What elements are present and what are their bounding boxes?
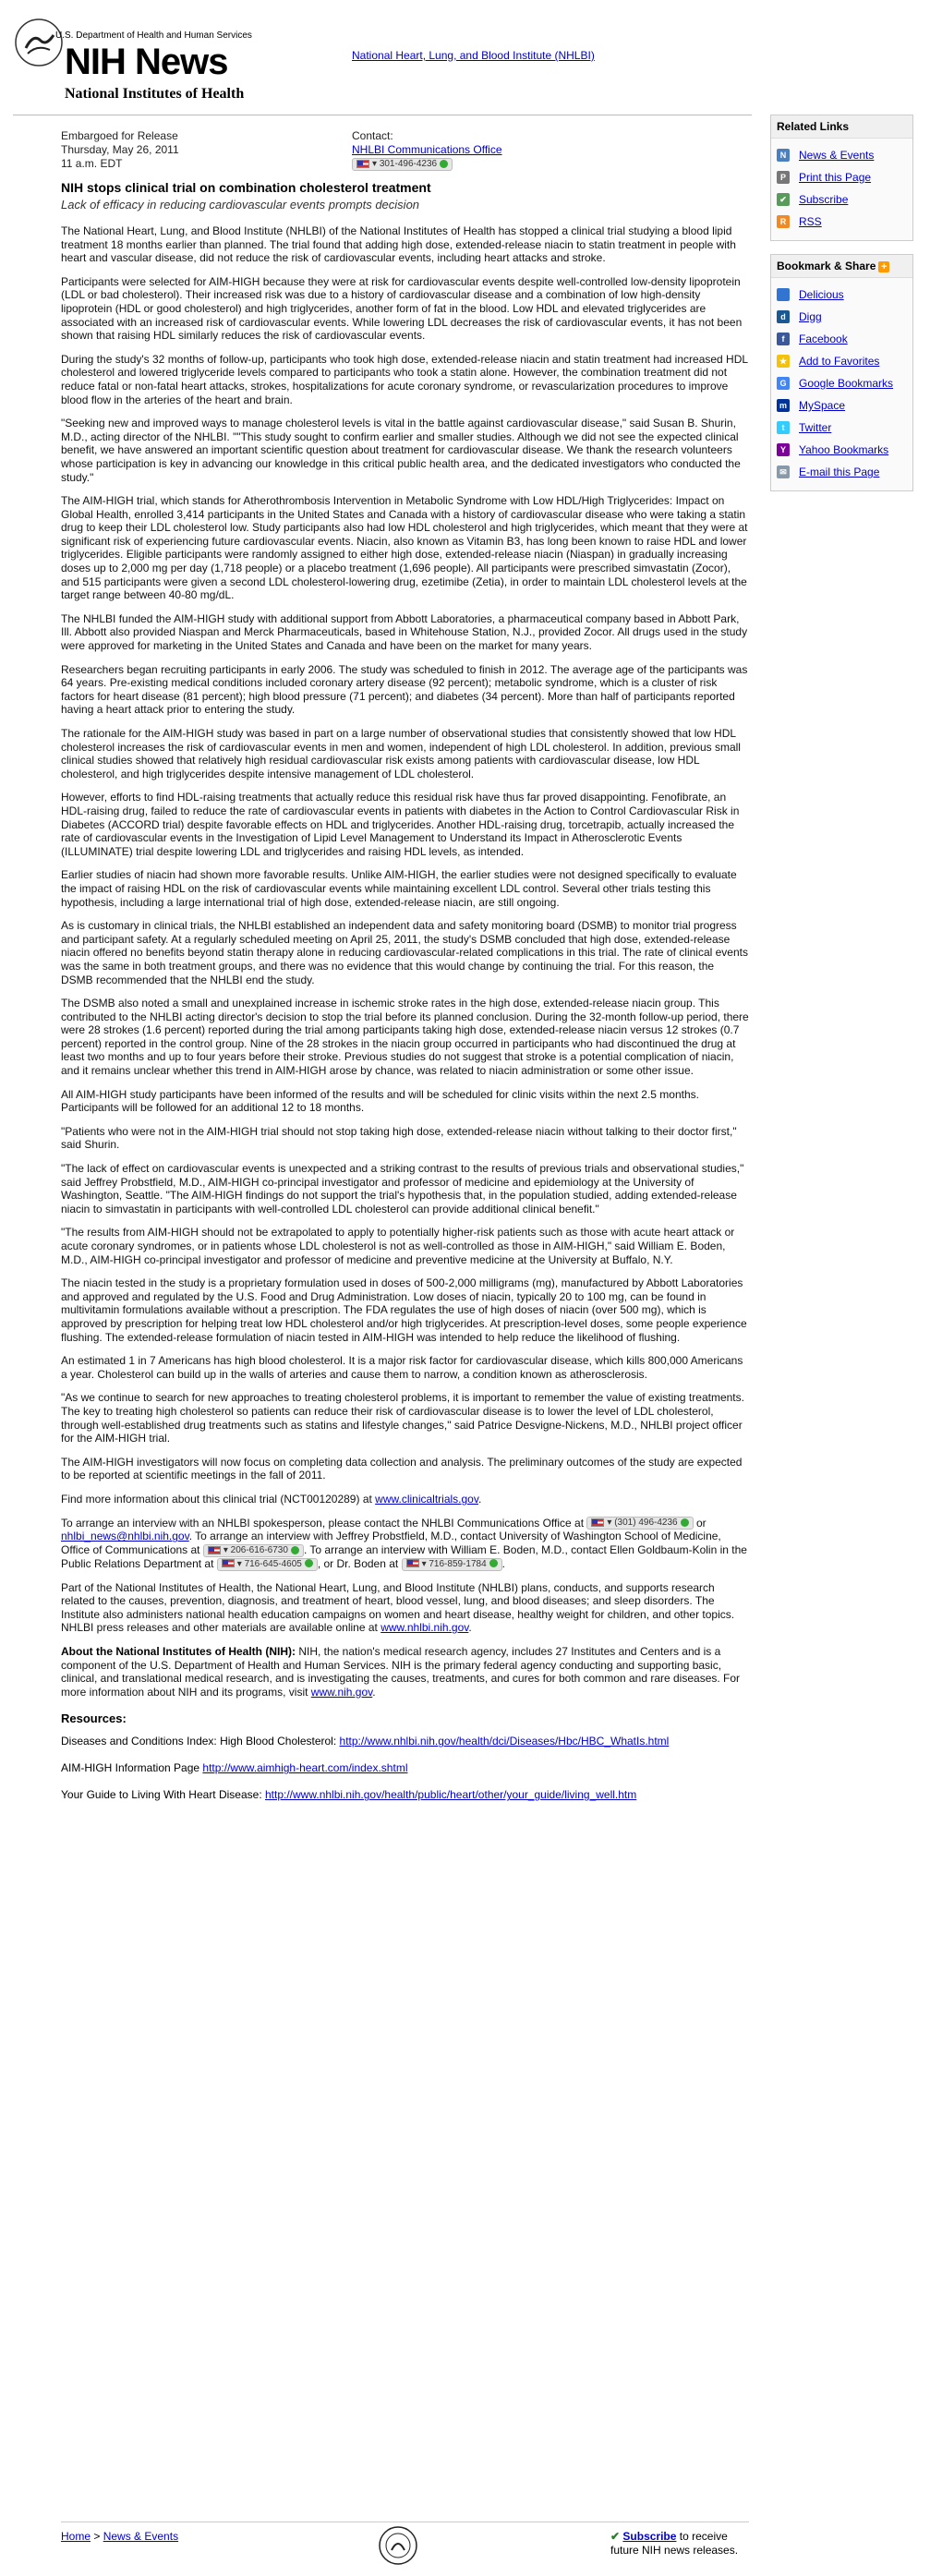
related-links-title: Related Links <box>771 115 912 139</box>
bookmark-item-yahoo[interactable]: Y Yahoo Bookmarks <box>777 439 907 461</box>
nih-subtitle: National Institutes of Health <box>65 86 245 102</box>
related-item-print[interactable]: P Print this Page <box>777 166 907 188</box>
footer-news-link[interactable]: News & Events <box>103 2530 179 2543</box>
nhlbi-site-link[interactable]: www.nhlbi.nih.gov <box>380 1621 469 1635</box>
bookmark-item-email[interactable]: ✉ E-mail this Page <box>777 461 907 483</box>
body-paragraph: Participants were selected for AIM-HIGH because they were at risk for cardiovascular events despite well-controlled low-density lipoprotein (LDL or bad cholesterol). Their increased risk was due to a history of cardiovascular disease and a combination of low high-density lipoprotein (HDL or good cholesterol) and high triglycerides, another form of fat in the blood. Low HDL and elevated triglycerides are associated with an increased risk of cardiovascular events. While lowering LDL decreases the risk of cardiovascular events, it has not been shown that raising HDL similarly reduces the risk of cardiovascular events. <box>61 274 743 343</box>
body-paragraph: "Seeking new and improved ways to manage cholesterol levels is vital in the battle against cardiovascular disease," said Susan B. Shurin, M.D., acting director of the NHLBI. ""This study sought to confirm earlier and smaller studies. Although we did not see the expected clinical benefit, we have answered an important scientific question about treatment for cardiovascular disease. We thank the research volunteers whose participation is key in advancing our knowledge in this critical public health area, and the dedicated investigators who conducted the study." <box>61 417 741 484</box>
google-icon: G <box>777 377 790 390</box>
sidebar <box>770 115 913 504</box>
clinical-trial-paragraph: Find more information about this clinical trial (NCT00120289) at www.clinicaltrials.gov. <box>61 1492 482 1506</box>
resource-item: Diseases and Conditions Index: High Blood Cholesterol: http://www.nhlbi.nih.gov/health/dci/Diseases/Hbc/HBC_WhatIs.html <box>61 1735 670 1748</box>
resource-link-heart-guide[interactable]: http://www.nhlbi.nih.gov/health/public/heart/other/your_guide/living_well.htm <box>265 1788 637 1802</box>
phone-nhlbi[interactable]: ▾ (301) 496-4236 <box>586 1517 693 1530</box>
subscribe-icon: ✔ <box>777 193 790 206</box>
facebook-icon: f <box>777 333 790 345</box>
body-paragraph: The NHLBI funded the AIM-HIGH study with additional support from Abbott Laboratories, a pharmaceutical company based in Abbott Park, Ill. Abbott also provided Niaspan and Merck Pharmaceuticals, based in Whitehouse Station, N.J., provided Zocor. All drugs used in the study were approved for marketing in the United States and Canada and have been on the market for many years. <box>61 611 748 653</box>
bookmark-item-favorites[interactable]: ★ Add to Favorites <box>777 350 907 372</box>
bookmark-share-title: Bookmark & Share + <box>771 255 912 278</box>
nih-seal-icon <box>375 2524 421 2567</box>
nhlbi-about-paragraph: Part of the National Institutes of Health, the National Heart, Lung, and Blood Institute (NHLBI) plans, conducts, and supports research related to the causes, prevention, diagnosis, and treatment of heart, blood vessel, lung, and blood diseases; and sleep disorders. The Institute also administers national health education campaigns on women and heart disease, healthy weight for children, and other topics. NHLBI press releases and other materials are available online at www.nhlbi.nih.gov. <box>61 1580 735 1635</box>
related-item-subscribe[interactable]: ✔ Subscribe <box>777 188 907 211</box>
body-paragraph: Researchers began recruiting participants in early 2006. The study was scheduled to finish in 2012. The average age of the participants was 64 years. Pre-existing medical conditions included coronary artery disease (92 percent); metabolic syndrome, which is a cluster of risk factors for heart disease (81 percent); high blood pressure (71 percent); and diabetes (34 percent). More than half of participants reported having a heart attack prior to entering the study. <box>61 662 748 717</box>
footer-subscribe: ✔ Subscribe to receive future NIH news releases. <box>610 2530 739 2557</box>
news-icon: N <box>777 149 790 162</box>
print-icon: P <box>777 171 790 184</box>
call-icon <box>681 1518 689 1527</box>
call-icon <box>440 160 448 168</box>
twitter-icon: t <box>777 421 790 434</box>
body-paragraph: "The results from AIM-HIGH should not be extrapolated to apply to potentially higher-risk patients such as those with acute heart attack or acute coronary syndromes, or in patients whose LDL cholesterol is not as well-controlled as those in AIM-HIGH," said William E. Boden, M.D., AIM-HIGH co-principal investigator and professor of medicine and preventive medicine at the University at Buffalo, N.Y. <box>61 1226 735 1266</box>
body-paragraph: However, efforts to find HDL-raising treatments that actually reduce this residual risk have thus far proved disappointing. Fenofibrate, an HDL-raising drug, failed to reduce the rate of cardiovascular events in patients with diabetes in the Action to Control Cardiovascular Risk in Diabetes (ACCORD trial) despite favorable effects on HDL and triglycerides. Another HDL-raising drug, torcetrapib, actually increased the rate of cardiovascular events in the Investigation of Lipid Level Management to Understand its Impact in Atherosclerotic Events (ILLUMINATE) trial despite lowering LDL and triglycerides and raising HDL levels, as intended. <box>61 791 740 858</box>
call-icon <box>489 1559 498 1567</box>
body-paragraph: The AIM-HIGH investigators will now focus on completing data collection and analysis. The preliminary outcomes of the study are expected to be reported at scientific meetings in the fall of 2011. <box>61 1455 743 1482</box>
release-date: Thursday, May 26, 2011 <box>61 143 179 156</box>
digg-icon: d <box>777 310 790 323</box>
footer-home-link[interactable]: Home <box>61 2530 91 2543</box>
footer-subscribe-link[interactable]: Subscribe <box>622 2530 677 2543</box>
interview-contact-paragraph: To arrange an interview with an NHLBI spokesperson, please contact the NHLBI Communications Office at ▾ (301) 496-4236 or nhlbi_news@nhlbi.nih.gov. To arrange an interview with Jeffrey Probstfield, M.D., contact University of Washington School of Medicine, Office of Communications at ▾ 206-616-6730 . To arrange an interview with William E. Boden, M.D., contact Ellen Goldbaum-Kolin in the Public Relations Department at ▾ 716-645-4605 , or Dr. Boden at ▾ 716-859-1784 . <box>61 1516 747 1570</box>
contact-phone[interactable]: ▾ 301-496-4236 <box>352 158 453 171</box>
nih-site-link[interactable]: www.nih.gov <box>310 1685 373 1699</box>
delicious-icon <box>777 288 790 301</box>
release-meta <box>61 129 749 177</box>
phone-uw[interactable]: ▾ 206-616-6730 <box>203 1544 304 1557</box>
related-links-box <box>770 115 913 241</box>
resource-link-aimhigh[interactable]: http://www.aimhigh-heart.com/index.shtml <box>202 1761 408 1775</box>
article-headline: NIH stops clinical trial on combination cholesterol treatment <box>61 180 431 195</box>
body-paragraph: The National Heart, Lung, and Blood Institute (NHLBI) of the National Institutes of Health has stopped a clinical trial studying a blood lipid treatment 18 months earlier than planned. The trial found that adding high dose, extended-release niacin to statin treatment in people with heart and vascular disease, did not reduce the risk of cardiovascular events, including heart attacks and stroke. <box>61 224 736 265</box>
body-paragraph: As is customary in clinical trials, the NHLBI established an independent data and safety monitoring board (DSMB) to monitor trial progress and participant safety. At a regularly scheduled meeting on April 25, 2011, the study's DSMB concluded that high dose, extended-release niacin offered no benefits beyond statin therapy alone in reducing cardiovascular-related complications in this trial. The rate of clinical events was the same in both treatment groups, and there was no evidence that this would change by continuing the trial. For this reason, the DSMB recommended that the NHLBI end the study. <box>61 919 748 986</box>
contact-office-link[interactable]: NHLBI Communications Office <box>352 143 502 156</box>
body-paragraph: The AIM-HIGH trial, which stands for Atherothrombosis Intervention in Metabolic Syndrome with Low HDL/High Triglycerides: Impact on Global Health, enrolled 3,414 participants in the United States and Canada with a history of cardiovascular disease who were taking a statin drug to keep their LDL cholesterol low. Study participants also had low HDL cholesterol and high triglycerides, which meant that they were at significant risk of experiencing future cardiovascular events. Niacin, also known as Vitamin B3, has long been known to raise HDL and lower triglycerides. Eligible participants were randomly assigned to either high dose, extended-release niacin (Niaspan) in gradually increasing doses up to 2,000 mg per day (1,718 people) or a placebo treatment (1,696 people). All participants were prescribed simvastatin (Zocor), and 515 participants were given a second LDL cholesterol-lowering drug, ezetimibe (Zetia), in order to maintain LDL cholesterol levels at the target range between 40-80 mg/dL. <box>61 494 748 602</box>
plus-icon[interactable]: + <box>878 261 889 272</box>
contact-label: Contact: <box>352 129 393 142</box>
article-body <box>61 224 749 1699</box>
body-paragraph: The niacin tested in the study is a proprietary formulation used in doses of 500-2,000 milligrams (mg), manufactured by Abbott Laboratories and approved and regulated by the U.S. Food and Drug Administration. Low doses of niacin, typically 20 to 100 mg, can be found in multivitamin formulations available without a prescription. The FDA regulates the use of high doses of niacin (over 500 mg), which is approved by prescription for helping treat low HDL cholesterol and/or high triglycerides. At prescription-level doses, some people experience flushing. The extended-release formulation of niacin tested in AIM-HIGH was intended to help reduce the likelihood of flushing. <box>61 1276 747 1344</box>
resource-link-cholesterol[interactable]: http://www.nhlbi.nih.gov/health/dci/Diseases/Hbc/HBC_WhatIs.html <box>339 1735 670 1748</box>
embargo-block <box>61 129 179 171</box>
related-item-rss[interactable]: R RSS <box>777 211 907 233</box>
article-main <box>61 129 749 1815</box>
related-item-news[interactable]: N News & Events <box>777 144 907 166</box>
hhs-department-text: U.S. Department of Health and Human Services <box>55 30 252 41</box>
bookmark-item-google[interactable]: G Google Bookmarks <box>777 372 907 394</box>
bookmark-item-delicious[interactable]: Delicious <box>777 284 907 306</box>
rss-icon: R <box>777 215 790 228</box>
body-paragraph: Earlier studies of niacin had shown more favorable results. Unlike AIM-HIGH, the earlier studies were not designed specifically to evaluate the impact of raising HDL on the risk of cardiovascular events while maintaining excellent LDL control. Several other trials testing this hypothesis, including a large international trial of high dose, extended-release niacin, are still ongoing. <box>61 868 737 909</box>
body-paragraph: "As we continue to search for new approaches to treating cholesterol problems, it is important to remember the value of existing treatments. The key to treating high cholesterol so patients can reduce their risk of cardiovascular disease is to lower the level of LDL cholesterol, through well-established drug treatments such as statins and lifestyle changes," said Patrice Desvigne-Nickens, M.D., NHLBI project officer for the AIM-HIGH trial. <box>61 1391 744 1445</box>
nih-about-paragraph: About the National Institutes of Health (NIH): NIH, the nation's medical research agency, includes 27 Institutes and Centers and is a component of the U.S. Department of Health and Human Services. NIH is the primary federal agency conducting and supporting basic, clinical, and translational medical research, and is investigating the causes, treatments, and cures for both common and rare diseases. For more information about NIH and its programs, visit www.nih.gov. <box>61 1644 741 1699</box>
resource-item: AIM-HIGH Information Page http://www.aimhigh-heart.com/index.shtml <box>61 1761 408 1775</box>
bookmark-share-box <box>770 254 913 491</box>
release-time: 11 a.m. EDT <box>61 157 123 170</box>
nhlbi-header-link[interactable]: National Heart, Lung, and Blood Institute (NHLBI) <box>352 49 595 62</box>
bookmark-item-twitter[interactable]: t Twitter <box>777 417 907 439</box>
resources-heading: Resources: <box>61 1711 127 1726</box>
call-icon <box>305 1559 313 1567</box>
checkmark-icon: ✔ <box>610 2530 621 2543</box>
body-paragraph: The DSMB also noted a small and unexplained increase in ischemic stroke rates in the high dose, extended-release niacin group. This contributed to the NHLBI acting director's decision to stop the trial before its planned conclusion. During the 32-month follow-up period, there were 28 strokes (1.6 percent) reported during the trial among participants taking high dose, extended-release niacin versus 12 strokes (0.7 percent) reported in the control group. Nine of the 28 strokes in the niacin group occurred in participants who had discontinued the drug at least two months and up to four years before their stroke. Previous studies do not suggest that stroke is a potential complication of niacin, and it remains unclear whether this trend in AIM-HIGH arose by chance, was related to niacin administration or some other issue. <box>61 997 749 1078</box>
nih-about-label: About the National Institutes of Health (NIH): <box>61 1644 296 1658</box>
body-paragraph: "The lack of effect on cardiovascular events is unexpected and a striking contrast to the results of previous trials and observational studies," said Jeffrey Probstfield, M.D., AIM-HIGH co-principal investigator and professor of medicine and epidemiology at the University of Washington, Seattle. "The AIM-HIGH findings do not support the trial's hypothesis that, in the population studied, adding extended-release niacin to simvastatin in participants with well-controlled LDL cholesterol can provide additional clinical benefit." <box>61 1162 744 1215</box>
article-subhead: Lack of efficacy in reducing cardiovascular events prompts decision <box>61 198 420 212</box>
favorites-icon: ★ <box>777 355 790 368</box>
bookmark-item-digg[interactable]: d Digg <box>777 306 907 328</box>
bookmark-item-facebook[interactable]: f Facebook <box>777 328 907 350</box>
us-flag-icon <box>591 1518 604 1527</box>
us-flag-icon <box>356 160 369 168</box>
phone-buffalo-pr[interactable]: ▾ 716-645-4605 <box>217 1558 318 1571</box>
clinicaltrials-link[interactable]: www.clinicaltrials.gov <box>375 1492 478 1506</box>
bookmark-item-myspace[interactable]: m MySpace <box>777 394 907 417</box>
page-footer <box>61 2522 749 2568</box>
yahoo-icon: Y <box>777 443 790 456</box>
page-header <box>0 0 930 111</box>
body-paragraph: All AIM-HIGH study participants have been informed of the results and will be scheduled for clinic visits within the next 2.5 months. Participants will be followed for an additional 12 to 18 months. <box>61 1087 699 1115</box>
myspace-icon: m <box>777 399 790 412</box>
body-paragraph: "Patients who were not in the AIM-HIGH trial should not stop taking high dose, extended-release niacin without talking to their doctor first," said Shurin. <box>61 1124 737 1152</box>
us-flag-icon <box>208 1546 221 1554</box>
embargo-label: Embargoed for Release <box>61 129 178 142</box>
footer-breadcrumb: Home > News & Events <box>61 2530 179 2543</box>
call-icon <box>291 1546 299 1554</box>
hhs-seal-icon <box>13 17 65 68</box>
nih-news-logo: NIH News <box>65 42 228 82</box>
us-flag-icon <box>222 1559 235 1567</box>
contact-block <box>352 129 502 171</box>
phone-boden[interactable]: ▾ 716-859-1784 <box>402 1558 502 1571</box>
resource-item: Your Guide to Living With Heart Disease: http://www.nhlbi.nih.gov/health/public/heart/other/your_guide/living_well.htm <box>61 1788 637 1802</box>
us-flag-icon <box>406 1559 419 1567</box>
email-icon: ✉ <box>777 466 790 478</box>
body-paragraph: The rationale for the AIM-HIGH study was based in part on a large number of observational studies that consistently showed that low HDL cholesterol increases the risk of cardiovascular events in men and women, independent of high LDL cholesterol. In addition, previous small clinical studies showed that relatively high residual cardiovascular risk exists among patients with cardiovascular disease, low HDL cholesterol, and high triglycerides despite intensive management of LDL cholesterol. <box>61 727 741 780</box>
body-paragraph: An estimated 1 in 7 Americans has high blood cholesterol. It is a major risk factor for cardiovascular disease, which kills 800,000 Americans a year. Cholesterol can build up in the walls of arteries and cause them to narrow, a condition known as atherosclerosis. <box>61 1354 743 1381</box>
body-paragraph: During the study's 32 months of follow-up, participants who took high dose, extended-release niacin and statin treatment had increased HDL cholesterol and lowered triglyceride levels compared to participants who took a statin alone. However, the combination treatment did not reduce fatal or non-fatal heart attacks, strokes, hospitalizations for acute coronary syndrome, or revascularization procedures to improve blood flow in the arteries of the heart and brain. <box>61 352 748 406</box>
nhlbi-email-link[interactable]: nhlbi_news@nhlbi.nih.gov <box>61 1530 189 1543</box>
